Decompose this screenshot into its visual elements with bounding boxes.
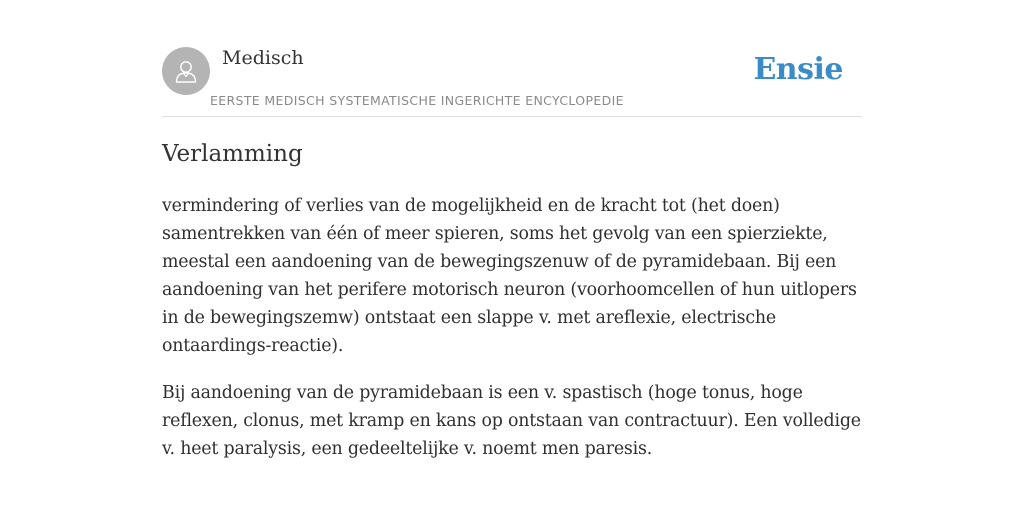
- author-name[interactable]: Medisch: [222, 47, 304, 69]
- page-title: Verlamming: [162, 141, 303, 167]
- article-header: [162, 0, 862, 117]
- article-card: [162, 0, 862, 512]
- article-paragraph: vermindering of verlies van de mogelijkheid en de kracht tot (het doen) samentrekken van één of meer spieren, soms het gevolg van een spierziekte, meestal een aandoening van de bewegingszenuw of de pyramidebaan. Bij een aandoening van het perifere motorisch neuron (voorhoomcellen of hun uitlopers in de bewegingszemw) ontstaat een slappe v. met areflexie, electrische ontaardings-reactie).: [162, 196, 857, 356]
- article-body: [162, 192, 862, 482]
- author-avatar[interactable]: [162, 47, 210, 95]
- author-subtitle: EERSTE MEDISCH SYSTEMATISCHE INGERICHTE ENCYCLOPEDIE: [210, 93, 624, 108]
- brand-logo[interactable]: Ensie: [753, 52, 843, 87]
- user-avatar-icon: [172, 57, 200, 85]
- article-paragraph: Bij aandoening van de pyramidebaan is een v. spastisch (hoge tonus, hoge reflexen, clonus, met kramp en kans op ontstaan van contractuur). Een volledige v. heet paralysis, een gedeeltelijke v. noemt men paresis.: [162, 383, 861, 459]
